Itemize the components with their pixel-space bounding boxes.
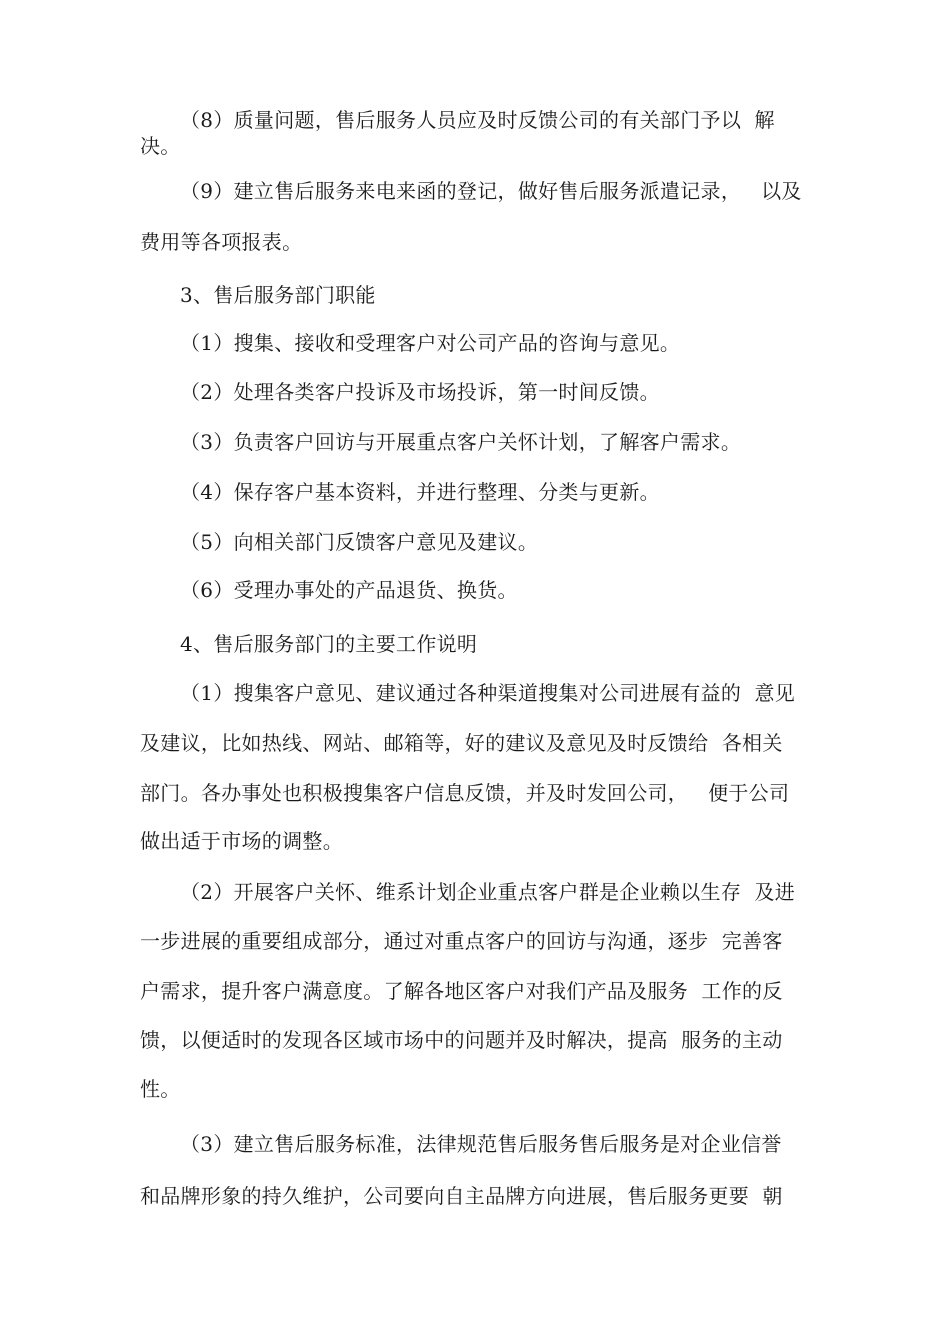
text-line: 部门。各办事处也积极搜集客户信息反馈，并及时发回公司， 便于公司 [140, 781, 790, 805]
text-line: （1）搜集客户意见、建议通过各种渠道搜集对公司进展有益的 意见 [180, 681, 796, 705]
text-line: 及建议，比如热线、网站、邮箱等，好的建议及意见及时反馈给 各相关 [140, 731, 783, 755]
text-line: 户需求，提升客户满意度。了解各地区客户对我们产品及服务 工作的反 [140, 979, 783, 1003]
text-line: （2）处理各类客户投诉及市场投诉，第一时间反馈。 [180, 380, 660, 404]
text-line: （4）保存客户基本资料，并进行整理、分类与更新。 [180, 480, 660, 504]
text-line: 和品牌形象的持久维护，公司要向自主品牌方向进展，售后服务更要 朝 [140, 1184, 783, 1208]
text-line: （6）受理办事处的产品退货、换货。 [180, 578, 518, 602]
text-line: 费用等各项报表。 [140, 230, 303, 254]
text-line: （2）开展客户关怀、维系计划企业重点客户群是企业赖以生存 及进 [180, 880, 796, 904]
text-line: 做出适于市场的调整。 [140, 829, 343, 853]
text-line: （5）向相关部门反馈客户意见及建议。 [180, 530, 539, 554]
text-line: 性。 [140, 1077, 181, 1101]
section-heading: 3、售后服务部门职能 [180, 283, 376, 307]
text-line: 馈，以便适时的发现各区域市场中的问题并及时解决，提高 服务的主动 [140, 1028, 783, 1052]
text-line: （1）搜集、接收和受理客户对公司产品的咨询与意见。 [180, 331, 681, 355]
text-line: （8）质量问题，售后服务人员应及时反馈公司的有关部门予以 解 [180, 108, 775, 132]
text-line: 一步进展的重要组成部分，通过对重点客户的回访与沟通，逐步 完善客 [140, 929, 783, 953]
text-line: （9）建立售后服务来电来函的登记，做好售后服务派遣记录， 以及 [180, 179, 802, 203]
text-line: （3）负责客户回访与开展重点客户关怀计划，了解客户需求。 [180, 430, 742, 454]
section-heading: 4、售后服务部门的主要工作说明 [180, 632, 478, 656]
text-line: （3）建立售后服务标准，法律规范售后服务售后服务是对企业信誉 [180, 1132, 782, 1156]
text-line: 决。 [140, 134, 181, 158]
